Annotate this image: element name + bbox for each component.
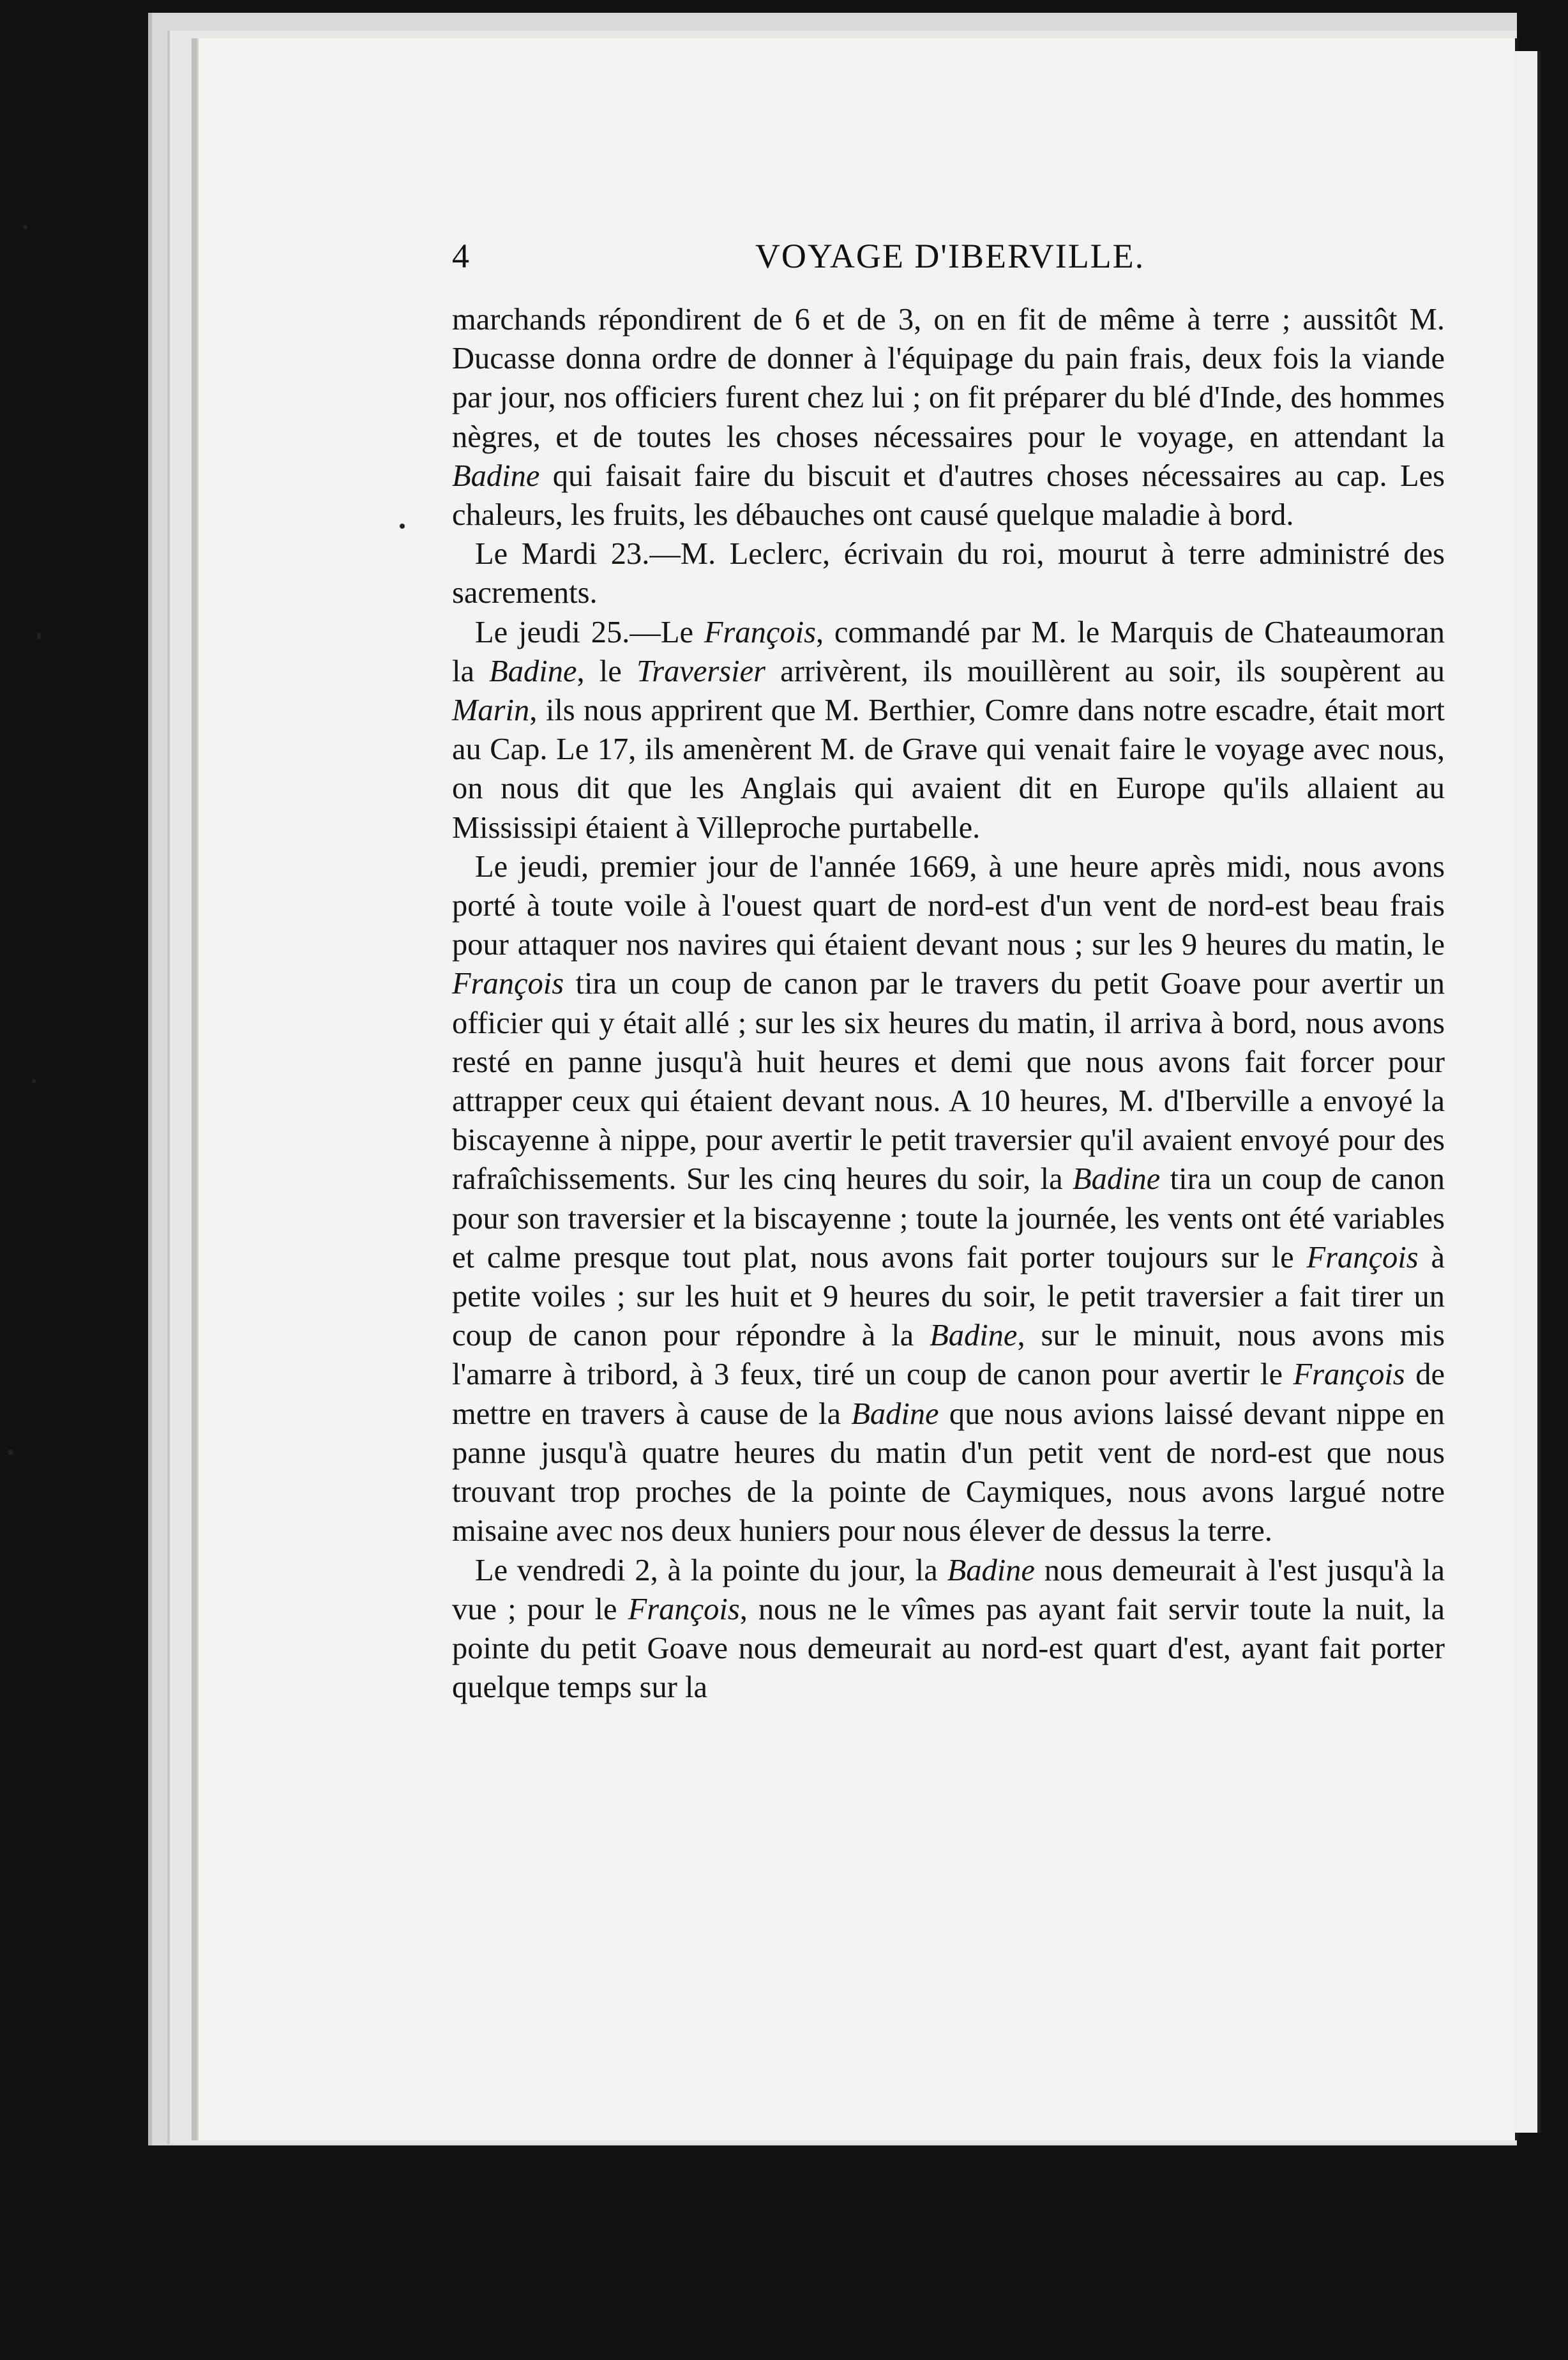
text-run: Le jeudi 25.—Le xyxy=(475,615,704,649)
paragraph xyxy=(452,847,1445,1551)
running-header xyxy=(452,236,1448,294)
italic-ship-name: Marin xyxy=(452,693,530,728)
text-run: , sur le minuit, nous avons mis l'amarre à tribord, à 3 feux, tiré un coup de canon pour avertir le xyxy=(452,1319,1445,1392)
italic-ship-name: Traversier xyxy=(636,654,766,688)
text-run: arrivèrent, ils mouillèrent au soir, ils soupèrent au xyxy=(765,654,1445,688)
paragraph xyxy=(452,1551,1445,1707)
italic-ship-name: Badine xyxy=(851,1396,939,1431)
text-run: , nous ne le vîmes pas ayant fait servir toute la nuit, la pointe du petit Goave nous demeurait au nord-est quart d'est, ayant fait porter quelque temps sur la xyxy=(452,1592,1445,1705)
text-run: , commandé par M. le Marquis de Chateaumoran la xyxy=(452,615,1445,688)
italic-ship-name: Badine xyxy=(947,1553,1035,1587)
paragraph xyxy=(452,534,1445,612)
italic-ship-name: François xyxy=(452,967,564,1001)
text-run: que nous avions laissé devant nippe en panne jusqu'à quatre heures du matin d'un petit vent de nord-est que nous trouvant trop proches de la pointe de Caymiques, nous avons largué notre misaine avec nos deux huniers pour nous élever de dessus la terre. xyxy=(452,1396,1445,1548)
italic-ship-name: Badine xyxy=(1072,1162,1161,1197)
italic-ship-name: François xyxy=(1306,1240,1419,1275)
paragraph xyxy=(452,300,1445,534)
scan-speck xyxy=(400,524,405,529)
text-run: qui faisait faire du biscuit et d'autres choses nécessaires au cap. Les chaleurs, les fruits, les débauches ont causé quelque maladie à bord. xyxy=(452,458,1445,533)
scan-speck xyxy=(8,1449,13,1455)
scan-speck xyxy=(23,225,27,229)
text-run: tira un coup de canon par le travers du petit Goave pour avertir un officier qui y était allé ; sur les six heures du matin, il arriva à bord, nous avons resté en panne jusqu'à huit heures et demi que nous avons fait forcer pour attrapper ceux qui étaient devant nous. A 10 heures, M. d'Iberville a envoyé la biscayenne à nippe, pour avertir le petit traversier qu'il avaient envoyé pour des rafraîchissements. Sur les cinq heures du soir, la xyxy=(452,967,1445,1197)
paragraph xyxy=(452,613,1445,847)
page-number: 4 xyxy=(452,237,469,275)
page-right-edge xyxy=(1513,51,1541,2133)
text-run: , le xyxy=(577,654,637,688)
text-run: Le vendredi 2, à la pointe du jour, la xyxy=(475,1553,947,1587)
italic-ship-name: François xyxy=(704,615,816,649)
italic-ship-name: Badine xyxy=(452,458,540,493)
italic-ship-name: Badine xyxy=(489,654,577,688)
text-run: Le jeudi, premier jour de l'année 1669, à une heure après midi, nous avons porté à toute voile à l'ouest quart de nord-est d'un vent de nord-est beau frais pour attaquer nos navires qui étaient devant nous ; sur les 9 heures du matin, le xyxy=(452,849,1445,962)
scan-speck xyxy=(32,1079,36,1083)
text-run: tira un coup de canon pour son traversier et la biscayenne ; toute la journée, les vents ont été variables et calme presque tout plat, nous avons fait porter toujours sur le xyxy=(452,1162,1445,1275)
text-run: de mettre en travers à cause de la xyxy=(452,1358,1445,1431)
text-run: marchands répondirent de 6 et de 3, on en fit de même à terre ; aussitôt M. Ducasse donna ordre de donner à l'équipage du pain frais, deux fois la viande par jour, nos officiers furent chez lui ; on fit préparer du blé d'Inde, des hommes nègres, et de toutes les choses nécessaires pour le voyage, en attendant la xyxy=(452,303,1445,454)
italic-ship-name: François xyxy=(1293,1358,1405,1392)
text-run: à petite voiles ; sur les huit et 9 heures du soir, le petit traversier a fait tirer un coup de canon pour répondre à la xyxy=(452,1240,1445,1353)
text-run: , ils nous apprirent que M. Berthier, Comre dans notre escadre, était mort au Cap. Le 17, ils amenèrent M. de Grave qui venait faire le voyage avec nous, on nous dit que les Anglais qui avaient dit en Europe qu'ils allaient au Mississipi étaient à Villeproche purtabelle. xyxy=(452,693,1445,845)
text-run: Le Mardi 23.—M. Leclerc, écrivain du roi, mourut à terre administré des sacrements. xyxy=(452,537,1445,610)
running-title: VOYAGE D'IBERVILLE. xyxy=(755,237,1145,275)
body-text xyxy=(452,300,1445,1707)
italic-ship-name: François xyxy=(628,1592,740,1626)
text-run: nous demeurait à l'est jusqu'à la vue ; pour le xyxy=(452,1553,1445,1626)
italic-ship-name: Badine xyxy=(930,1319,1018,1353)
scan-speck xyxy=(37,632,41,640)
